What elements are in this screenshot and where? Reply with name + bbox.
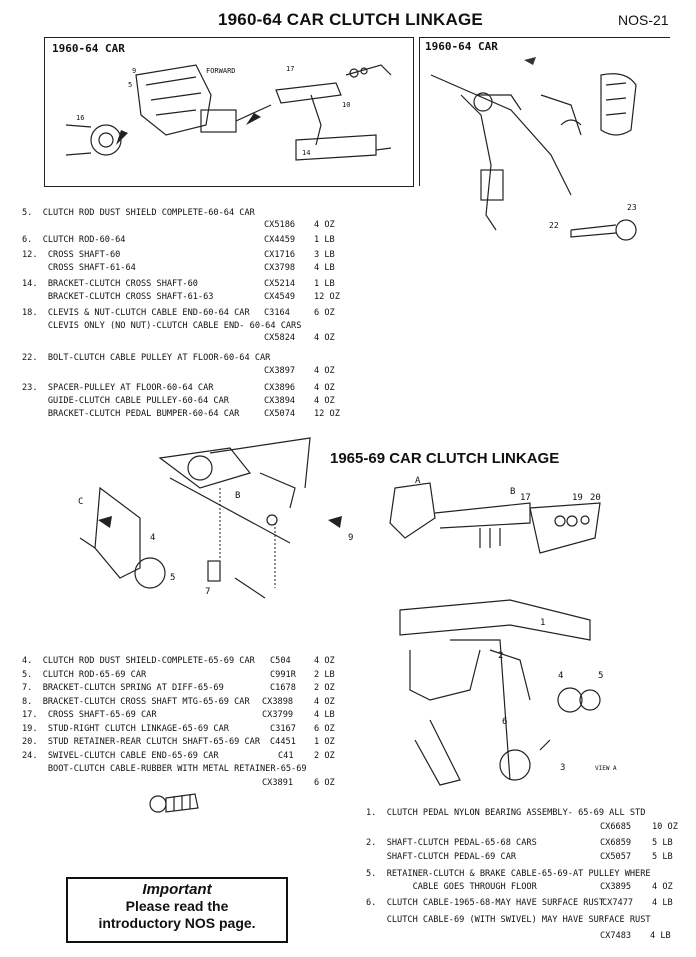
notice-line-2: introductory NOS page. [98, 915, 256, 931]
callout-9: 9 [132, 67, 137, 75]
callout-10: 10 [342, 101, 351, 109]
part-row: BRACKET-CLUTCH PEDAL BUMPER-60-64 CAR CX5074 12 OZ [22, 408, 340, 419]
important-notice [66, 877, 288, 943]
callout-7: 7 [205, 587, 211, 597]
clutch-linkage-1960-illustration [46, 55, 410, 183]
callout-14: 14 [302, 149, 311, 157]
parts-list-pedal [366, 808, 686, 945]
part-row: CABLE GOES THROUGH FLOOR CX3895 4 OZ [366, 882, 673, 892]
callout-c: C [78, 497, 84, 507]
part-row: CX7483 4 LB [600, 931, 671, 941]
callout-6: 6 [502, 717, 508, 727]
part-row: CX3891 6 OZ [262, 777, 335, 788]
notice-line-1: Please read the [125, 898, 229, 914]
clutch-pedal-1960-illustration [421, 55, 671, 270]
part-row: BOOT-CLUTCH CABLE-RUBBER WITH METAL RETAINER-65-69 [22, 763, 307, 774]
page-title: 1960-64 CAR CLUTCH LINKAGE [218, 10, 483, 29]
callout-19: 19 [572, 493, 583, 503]
notice-heading: Important [142, 881, 212, 898]
callout-9: 9 [348, 533, 354, 543]
part-row: 5. RETAINER-CLUTCH & BRAKE CABLE-65-69-AT PULLEY WHERE [366, 868, 651, 879]
part-row: SHAFT-CLUTCH PEDAL-69 CAR CX5057 5 LB [366, 851, 673, 862]
section-title-1965-69: 1965-69 CAR CLUTCH LINKAGE [330, 450, 560, 467]
parts-list-1965-69 [22, 656, 342, 791]
part-row: 6. CLUTCH ROD-60-64 CX4459 1 LB [22, 234, 335, 245]
part-row: 2. SHAFT-CLUTCH PEDAL-65-68 CARS CX6859 5 LB [366, 837, 673, 848]
callout-23: 23 [627, 203, 637, 212]
part-row: 19. STUD-RIGHT CLUTCH LINKAGE-65-69 CAR C3167 6 OZ [22, 723, 335, 734]
part-row: CROSS SHAFT-61-64 CX3798 4 LB [22, 262, 335, 273]
cable-boot-illustration [140, 784, 210, 824]
part-row: BRACKET-CLUTCH CROSS SHAFT-61-63 CX4549 12 OZ [22, 291, 340, 302]
part-row: GUIDE-CLUTCH CABLE PULLEY-60-64 CAR CX3894 4 OZ [22, 395, 335, 406]
part-row: 20. STUD RETAINER-REAR CLUTCH SHAFT-65-69 CAR C4451 1 OZ [22, 737, 335, 747]
part-row: CX5186 4 OZ [264, 219, 335, 230]
figure-top-right-label: 1960-64 CAR [425, 40, 498, 53]
callout-20: 20 [590, 493, 601, 503]
part-row: CX5824 4 OZ [264, 332, 335, 343]
figure-top-left-label: 1960-64 CAR [52, 42, 125, 55]
part-row: 5. CLUTCH ROD DUST SHIELD COMPLETE-60-64 CAR [22, 208, 255, 218]
part-row: 5. CLUTCH ROD-65-69 CAR C991R 2 LB [22, 669, 335, 680]
part-row: CLUTCH CABLE-69 (WITH SWIVEL) MAY HAVE SURFACE RUST [366, 915, 651, 925]
part-row: 6. CLUTCH CABLE-1965-68-MAY HAVE SURFACE RUST CX7477 4 LB [366, 898, 673, 908]
callout-17: 17 [286, 65, 295, 73]
callout-5: 5 [170, 573, 176, 583]
part-row: 7. BRACKET-CLUTCH SPRING AT DIFF-65-69 C1678 2 OZ [22, 683, 335, 693]
part-row: 8. BRACKET-CLUTCH CROSS SHAFT MTG-65-69 CAR CX3898 4 OZ [22, 696, 335, 707]
page-number: NOS-21 [618, 12, 669, 28]
callout-a: A [415, 476, 421, 486]
part-row: 12. CROSS SHAFT-60 CX1716 3 LB [22, 249, 335, 260]
clutch-pedal-1965-illustration [390, 580, 630, 795]
part-row: 18. CLEVIS & NUT-CLUTCH CABLE END-60-64 CAR C3164 6 OZ [22, 307, 335, 318]
part-row: CX3897 4 OZ [264, 365, 335, 376]
part-row: 4. CLUTCH ROD DUST SHIELD-COMPLETE-65-69 CAR C504 4 OZ [22, 656, 335, 666]
callout-22: 22 [549, 221, 559, 230]
part-row: CX6685 10 OZ [600, 821, 678, 832]
part-row: 24. SWIVEL-CLUTCH CABLE END-65-69 CAR C41 2 OZ [22, 750, 335, 761]
svg-text:16: 16 [76, 114, 85, 122]
callout-b: B [510, 487, 516, 497]
callout-17: 17 [520, 493, 531, 503]
callout-3: 3 [560, 763, 566, 773]
part-row: 1. CLUTCH PEDAL NYLON BEARING ASSEMBLY- 65-69 ALL STD [366, 808, 646, 818]
callout-b-left: B [235, 491, 241, 501]
part-row: 14. BRACKET-CLUTCH CROSS SHAFT-60 CX5214 1 LB [22, 278, 335, 289]
svg-text:5: 5 [128, 81, 133, 89]
callout-4: 4 [558, 671, 564, 681]
callout-5-right: 5 [598, 671, 604, 681]
callout-4: 4 [150, 533, 156, 543]
part-row: 23. SPACER-PULLEY AT FLOOR-60-64 CAR CX3896 4 OZ [22, 382, 335, 393]
callout-1: 1 [540, 618, 546, 628]
callout-forward: FORWARD [206, 67, 236, 75]
part-row: CLEVIS ONLY (NO NUT)-CLUTCH CABLE END- 60-64 CARS [22, 320, 302, 331]
parts-list-1960-64 [22, 208, 352, 422]
part-row: 17. CROSS SHAFT-65-69 CAR CX3799 4 LB [22, 710, 335, 720]
part-row: 22. BOLT-CLUTCH CABLE PULLEY AT FLOOR-60-64 CAR [22, 352, 271, 363]
callout-2: 2 [498, 651, 504, 661]
callout-view-a: VIEW A [595, 765, 617, 772]
